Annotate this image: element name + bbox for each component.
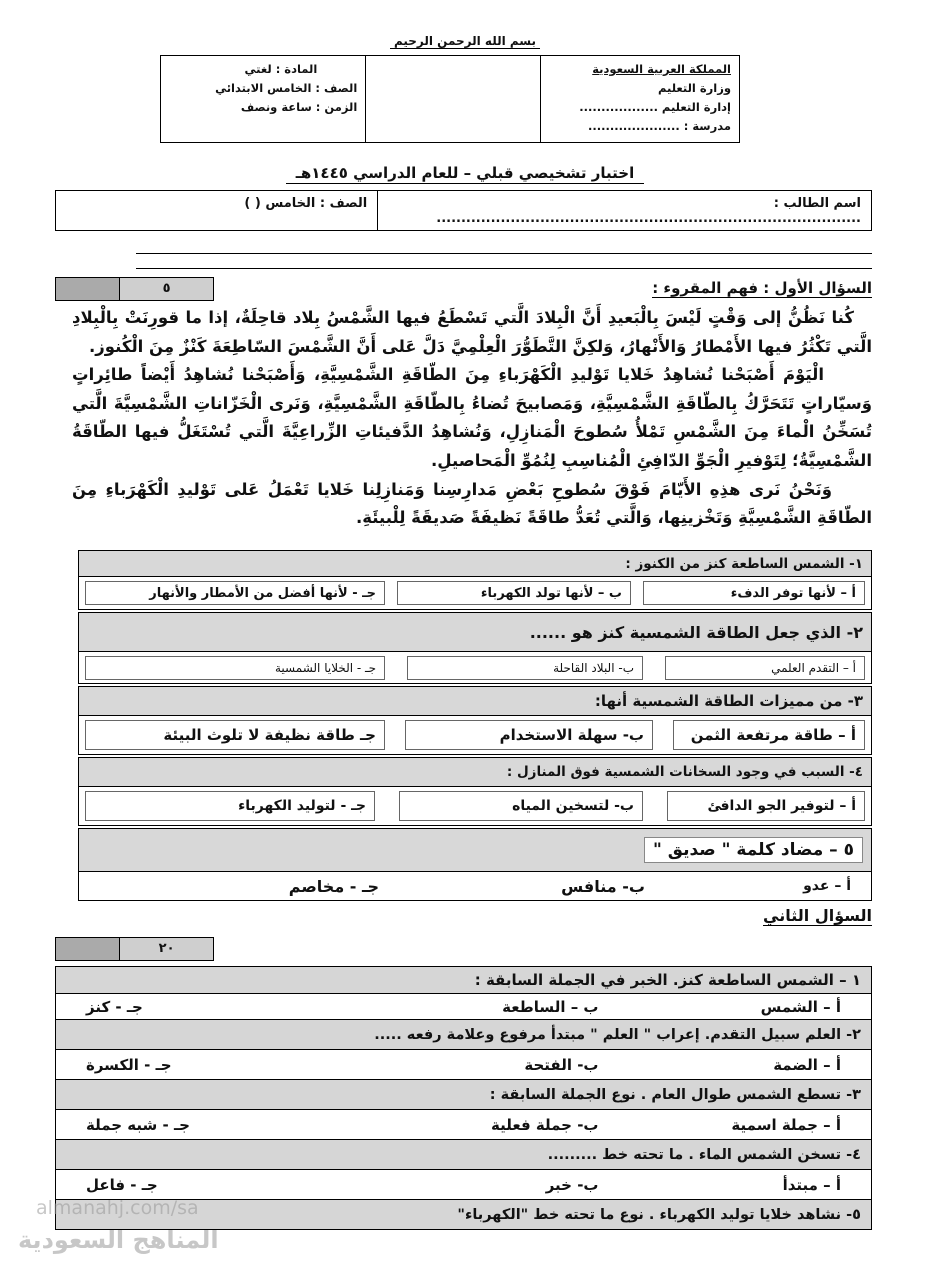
ministry-label: وزارة التعليم [658,81,731,95]
section2-title [763,906,872,925]
question-row [78,612,872,652]
question-text: ٥ – مضاد كلمة " صديق " [644,837,863,863]
score-box-q1 [55,277,214,301]
section2-title-text: السؤال الثاني [763,906,872,925]
option-a[interactable]: أ – جملة اسمية [731,1115,841,1134]
question-row [55,966,872,994]
option-b[interactable]: ب- جملة فعلية [491,1115,599,1134]
option-c[interactable]: جـ - الخلايا الشمسية [85,656,385,680]
option-c[interactable]: جـ - كنز [86,997,143,1016]
option-b[interactable]: ب- سهلة الاستخدام [405,720,653,750]
watermark-site: almanahj.com/sa [36,1197,199,1219]
time-label: الزمن : ساعة ونصف [240,100,358,114]
student-name-field[interactable]: اسم الطالب : ...................................................................................... [377,191,871,230]
question-text: ٤- السبب في وجود السخانات الشمسية فوق المنازل : [506,764,863,780]
answers-row [78,871,872,901]
option-c[interactable]: جـ - مخاصم [288,876,379,896]
header-empty-cell [365,56,539,142]
score-blank [56,938,119,960]
reading-passage [72,304,872,533]
basmala-text: بسم الله الرحمن الرحيم [390,34,540,49]
option-c[interactable]: جـ - شبه جملة [86,1115,190,1134]
section2-grid [55,966,872,1230]
option-c[interactable]: جـ - الكسرة [86,1055,172,1074]
header-table [160,55,740,143]
option-c[interactable]: جـ - فاعل [86,1175,158,1194]
option-b[interactable]: ب – لأنها تولد الكهرباء [397,581,631,605]
answers-row [55,1050,872,1080]
question-text: ٣- من مميزات الطاقة الشمسية أنها: [594,692,863,710]
answers-row [78,576,872,610]
divider [136,268,872,269]
question-row [55,1080,872,1110]
option-c[interactable]: جـ طاقة نظيفة لا تلوث البيئة [85,720,385,750]
exam-title [0,164,930,182]
passage-paragraph: كُنا نَظُنُّ إلى وَقْتٍ لَيْسَ بِالْبَعيدِ أَنَّ الْبِلادَ الَّتي تَسْطَعُ فيها الشَّمْسُ بِلاد قاحِلَةٌ، إذا ما قورِنَتْ بِالْبِلادِ الَّتي تَكْثُرُ فيها الأَمْطارُ وَالأَنْهارُ، وَلكِنَّ التَّطَوُّرَ الْعِلْمِيَّ دَلَّ عَلى أَنَّ الشَّمْسَ السّاطِعَةَ كَنْزٌ مِنَ الْكُنوز. [72,308,872,356]
question-text: ١- الشمس الساطعة كنز من الكنوز : [625,555,863,572]
question-row [55,1140,872,1170]
score-value: ٢٠ [119,938,213,960]
score-value: ٥ [119,278,213,300]
option-a[interactable]: أ – مبتدأ [782,1175,841,1194]
option-b[interactable]: ب- خبر [545,1175,599,1194]
subject-label: المادة : لغتي [244,62,318,76]
option-a[interactable]: أ – طاقة مرتفعة الثمن [673,720,865,750]
option-a[interactable]: أ – الضمة [773,1055,841,1074]
question-text: ٢- الذي جعل الطاقة الشمسية كنز هو ...... [529,622,863,642]
divider [136,253,872,254]
student-info [55,190,872,231]
question-row [78,828,872,872]
score-box-q2 [55,937,214,961]
question-text: ٢- العلم سبيل التقدم. إعراب " العلم " مبتدأ مرفوع وعلامة رفعه ..... [374,1026,861,1043]
option-a[interactable]: أ – لأنها توفر الدفء [643,581,865,605]
student-class-field[interactable]: الصف : الخامس ( ) [244,196,368,211]
option-c[interactable]: جـ - لتوليد الكهرباء [85,791,375,821]
basmala [0,34,930,48]
answers-row [78,786,872,826]
admin-label: إدارة التعليم .................. [579,100,731,114]
question-row [55,1020,872,1050]
school-label: مدرسة : ..................... [587,119,731,133]
header-info-cell [161,56,365,142]
option-a[interactable]: أ – عدو [803,878,851,894]
question-row [78,757,872,787]
question-text: ٤- تسخن الشمس الماء . ما تحته خط ......... [547,1146,861,1163]
passage-paragraph: الْيَوْمَ أَصْبَحْنا نُشاهِدُ خَلايا تَوْليدِ الْكَهْرَباءِ مِنَ الطّاقَةِ الشَّمْسِيَّةِ، وَأَصْبَحْنا نُشاهِدُ أَيْضاً طائِراتٍ وَسيّاراتٍ تَتَحَرَّكُ بِالطّاقَةِ الشَّمْسِيَّةِ، وَمَصابيحَ تُضاءُ بِالطّاقَةِ الشَّمْسِيَّةِ، وَنَرى الْخَزّاناتِ الشَّمْسِيَّةَ الَّتي تُسَخِّنُ الْماءَ مِنَ الشَّمْسِ تَمْلأُ سُطوحَ الْمَنازِلِ، وَنُشاهِدُ الدَّفيئاتِ الزِّراعِيَّةَ الَّتي تُسْتَغَلُّ فيها الطّاقَةُ الشَّمْسِيَّةُ؛ لِتَوْفيرِ الْجَوِّ الدّافِئِ الْمُناسِبِ لِنُمُوِّ الْمَحاصيلِ. [72,365,872,470]
answers-row [78,651,872,684]
grade-label: الصف : الخامس الابتدائي [215,81,358,95]
question-text: ٥- نشاهد خلايا توليد الكهرباء . نوع ما تحته خط "الكهرباء" [457,1206,861,1223]
option-a[interactable]: أ – التقدم العلمي [665,656,865,680]
option-b[interactable]: ب- لتسخين المياه [399,791,643,821]
answers-row [55,1170,872,1200]
section1-title [652,279,872,297]
question-row [78,686,872,716]
option-a[interactable]: أ – الشمس [760,997,841,1016]
option-b[interactable]: ب- البلاد القاحلة [407,656,643,680]
answers-row [55,1110,872,1140]
section1-title-text: السؤال الأول : فهم المقروء : [652,279,872,297]
answers-row [55,994,872,1020]
passage-paragraph: وَنَحْنُ نَرى هذِهِ الأَيّامَ فَوْقَ سُطوحِ بَعْضِ مَدارِسِنا وَمَنازِلِنا خَلايا تَعْمَلُ عَلى تَوْليدِ الْكَهْرَباءِ مِنَ الطّاقَةِ الشَّمْسِيَّةِ وَتَخْزينِها، وَالَّتي تُعَدُّ طاقَةً نَظيفَةً صَديقَةً لِلْبيئَةِ. [72,479,872,528]
question-text: ١ – الشمس الساطعة كنز. الخبر في الجملة السابقة : [474,971,861,989]
option-c[interactable]: جـ - لأنها أفضل من الأمطار والأنهار [85,581,385,605]
header-org-cell [540,56,739,142]
option-a[interactable]: أ – لتوفير الجو الدافئ [667,791,865,821]
option-b[interactable]: ب – الساطعة [502,997,599,1016]
score-blank [56,278,119,300]
answers-row [78,715,872,755]
option-b[interactable]: ب- الفتحة [524,1055,599,1074]
watermark-name: المناهج السعودية [18,1226,219,1254]
option-b[interactable]: ب- منافس [561,876,645,896]
kingdom-label: المملكة العربية السعودية [592,62,731,76]
question-row [78,550,872,577]
exam-title-text: اختبار تشخيصي قبلي – للعام الدراسي ١٤٤٥هـ [286,164,644,184]
question-text: ٣- تسطع الشمس طوال العام . نوع الجملة السابقة : [489,1086,861,1103]
